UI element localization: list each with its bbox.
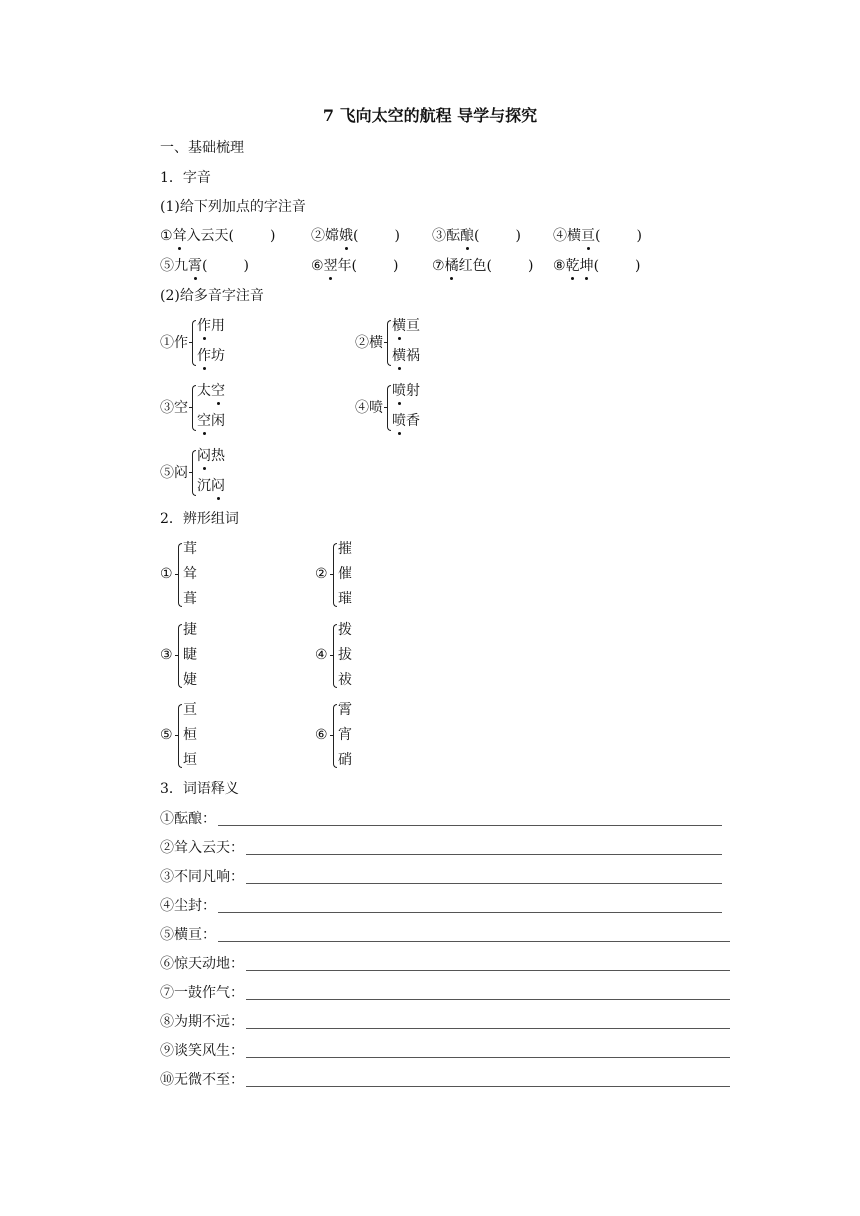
section-heading-basics: 一、基础梳理 (160, 140, 244, 156)
shape-char: 拔 (338, 647, 352, 663)
brace-tip (189, 342, 193, 343)
brace (178, 624, 182, 688)
definition-term: ③不同凡响： (160, 869, 244, 885)
polyphone-word (197, 478, 225, 494)
shape-char: 葺 (183, 591, 197, 607)
shape-char: 摧 (338, 541, 352, 557)
definition-term: ①酝酿： (160, 811, 216, 827)
item-text: 红色( (458, 258, 493, 274)
word-char: 太 (197, 383, 211, 399)
brace-tip (384, 342, 388, 343)
item-text: ⑧ (553, 258, 566, 274)
polyphone-word (392, 413, 420, 429)
brace (192, 320, 196, 366)
page-title: 7 飞向太空的航程 导学与探究 (322, 106, 538, 125)
word-char: 祸 (406, 348, 420, 364)
answer-line[interactable] (246, 1086, 730, 1087)
word-char: 热 (211, 448, 225, 464)
polyphone-word (197, 448, 225, 464)
answer-line[interactable] (246, 1057, 730, 1058)
polyphone-char: ②横 (355, 335, 383, 351)
definition-term: ⑤横亘： (160, 927, 216, 943)
group-number: ④ (315, 647, 328, 663)
item-text: ) (270, 228, 276, 244)
answer-line[interactable] (218, 941, 730, 942)
pinyin-item (432, 228, 521, 244)
word-char: 沉 (197, 478, 211, 494)
dotted-char: 霄 (188, 258, 202, 274)
dotted-char: 横 (392, 318, 406, 334)
polyphone-char: ④喷 (355, 400, 383, 416)
answer-line[interactable] (246, 1028, 730, 1029)
item-text: ( (202, 258, 208, 274)
item-text: 年( (337, 258, 358, 274)
word-char: 坊 (211, 348, 225, 364)
group-number: ③ (160, 647, 173, 663)
shape-char: 璀 (338, 591, 352, 607)
answer-line[interactable] (246, 970, 730, 971)
brace-tip (330, 655, 334, 656)
definition-term: ⑧为期不远： (160, 1014, 244, 1030)
polyphone-word (197, 383, 225, 399)
brace-tip (189, 472, 193, 473)
polyphone-char: ③空 (160, 400, 188, 416)
pinyin-item (160, 228, 276, 244)
item-text: ) (243, 258, 249, 274)
item-text: ②嫦 (311, 228, 339, 244)
brace-tip (189, 407, 193, 408)
pinyin-item (311, 258, 399, 274)
item-text: ) (394, 228, 400, 244)
definition-term: ②耸入云天： (160, 840, 244, 856)
word-char: 用 (211, 318, 225, 334)
brace-tip (384, 407, 388, 408)
item-text: ) (393, 258, 399, 274)
dotted-char: 闷 (211, 478, 225, 494)
group-number: ⑤ (160, 727, 173, 743)
group-number: ⑥ (315, 727, 328, 743)
answer-line[interactable] (218, 825, 722, 826)
shape-char: 桓 (183, 727, 197, 743)
shape-char: 硝 (338, 752, 352, 768)
item-text: ) (515, 228, 521, 244)
item-text: ) (528, 258, 534, 274)
dotted-char: 喷 (392, 413, 406, 429)
dotted-char: 空 (197, 413, 211, 429)
dotted-char: 空 (211, 383, 225, 399)
shape-char: 睫 (183, 647, 197, 663)
item-text: ( (353, 228, 359, 244)
polyphone-char: ⑤闷 (160, 465, 188, 481)
shape-char: 霄 (338, 702, 352, 718)
dotted-char: 坤 (579, 258, 594, 274)
shape-char: 催 (338, 566, 352, 582)
subheading-pronunciation: 1．字音 (160, 170, 211, 186)
item-text: ( (474, 228, 480, 244)
brace (387, 320, 391, 366)
definition-term: ⑥惊天动地： (160, 956, 244, 972)
brace-tip (175, 735, 179, 736)
shape-char: 祓 (338, 672, 352, 688)
polyphone-word (197, 318, 225, 334)
polyphone-word (197, 413, 225, 429)
shape-char: 捷 (183, 622, 197, 638)
dotted-char: 酿 (460, 228, 474, 244)
group-number: ① (160, 566, 173, 582)
item-text: ( (593, 258, 600, 274)
item-text: ⑥ (311, 258, 324, 274)
polyphone-word (392, 318, 420, 334)
item-text: ⑤九 (160, 258, 188, 274)
dotted-char: 喷 (392, 383, 406, 399)
instruction-polyphone: (2)给多音字注音 (160, 288, 264, 304)
definition-term: ⑩无微不至： (160, 1072, 244, 1088)
dotted-char: 耸 (172, 228, 187, 244)
brace (333, 543, 337, 607)
polyphone-word (392, 348, 420, 364)
answer-line[interactable] (246, 883, 722, 884)
shape-char: 垣 (183, 752, 197, 768)
word-char: 香 (406, 413, 420, 429)
dotted-char: 横 (392, 348, 406, 364)
pinyin-item (311, 228, 400, 244)
brace-tip (330, 735, 334, 736)
item-text: ⑦ (432, 258, 445, 274)
brace-tip (175, 574, 179, 575)
pinyin-item (432, 258, 534, 274)
brace (387, 385, 391, 431)
definition-term: ④尘封： (160, 898, 216, 914)
answer-line[interactable] (246, 854, 722, 855)
dotted-char: 乾 (565, 258, 580, 274)
pinyin-item (553, 228, 642, 244)
brace (333, 624, 337, 688)
subheading-shape-words: 2．辨形组词 (160, 511, 239, 527)
dotted-char: 作 (197, 318, 211, 334)
brace (333, 704, 337, 768)
polyphone-word (197, 348, 225, 364)
shape-char: 亘 (183, 702, 197, 718)
word-char: 闲 (211, 413, 225, 429)
polyphone-word (392, 383, 420, 399)
item-text: ) (635, 258, 641, 274)
dotted-char: 娥 (339, 228, 353, 244)
brace (192, 450, 196, 496)
answer-line[interactable] (218, 912, 722, 913)
dotted-char: 亘 (581, 228, 595, 244)
pinyin-item (160, 258, 249, 274)
brace-tip (175, 655, 179, 656)
definition-term: ⑨谈笑风生： (160, 1043, 244, 1059)
shape-char: 宵 (338, 727, 352, 743)
brace (178, 704, 182, 768)
item-text: ( (595, 228, 601, 244)
shape-char: 婕 (183, 672, 197, 688)
word-char: 亘 (406, 318, 420, 334)
dotted-char: 翌 (323, 258, 338, 274)
group-number: ② (315, 566, 328, 582)
pinyin-item (553, 258, 641, 274)
shape-char: 耸 (183, 566, 197, 582)
brace-tip (330, 574, 334, 575)
item-text: 入云天( (186, 228, 235, 244)
subheading-definitions: 3．词语释义 (160, 781, 239, 797)
shape-char: 拨 (338, 622, 352, 638)
dotted-char: 橘 (444, 258, 459, 274)
item-text: ① (160, 228, 173, 244)
word-char: 射 (406, 383, 420, 399)
item-text: ) (636, 228, 642, 244)
brace (192, 385, 196, 431)
answer-line[interactable] (246, 999, 730, 1000)
item-text: ④横 (553, 228, 581, 244)
brace (178, 543, 182, 607)
dotted-char: 作 (197, 348, 211, 364)
definition-term: ⑦一鼓作气： (160, 985, 244, 1001)
polyphone-char: ①作 (160, 335, 188, 351)
instruction-dotted-pinyin: (1)给下列加点的字注音 (160, 199, 306, 215)
item-text: ③酝 (432, 228, 460, 244)
shape-char: 茸 (183, 541, 197, 557)
dotted-char: 闷 (197, 448, 211, 464)
